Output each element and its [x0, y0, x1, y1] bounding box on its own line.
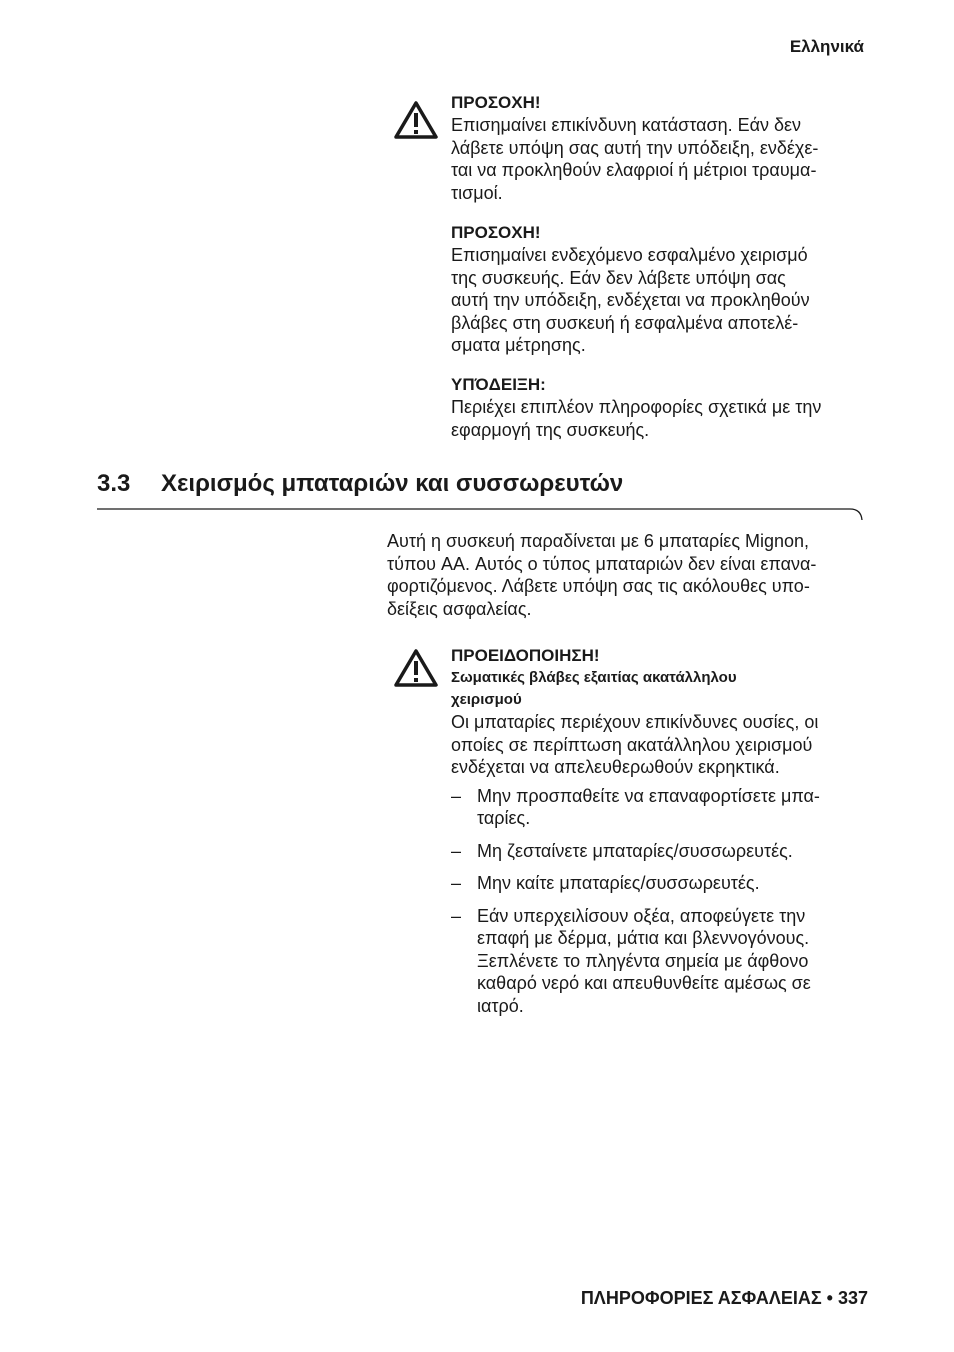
list-item: – Μην καίτε μπαταρίες/συσσωρευτές. [451, 872, 871, 895]
warning-subtitle: Σωματικές βλάβες εξαιτίας ακατάλληλου χειρισμού [451, 669, 737, 708]
list-item: – Μη ζεσταίνετε μπαταρίες/συσσωρευτές. [451, 840, 871, 863]
list-item: – Μην προσπαθείτε να επαναφορτίσετε μπα- ταρίες. [451, 785, 871, 830]
page-footer: ΠΛΗΡΟΦΟΡΙΕΣ ΑΣΦΑΛΕΙΑΣ • 337 [580, 1288, 868, 1308]
caution-label: ΠΡΟΣΟΧΗ! [451, 93, 541, 112]
safety-list [451, 785, 871, 1018]
caution-notice-1 [451, 92, 818, 204]
section-title: Χειρισμός μπαταριών και συσσωρευτών [161, 470, 624, 497]
list-item: – Εάν υπερχειλίσουν οξέα, αποφεύγετε την επαφή με δέρμα, μάτια και βλεννογόνους. Ξεπλένετε το πληγέντα σημεία με άφθονο καθαρό νερό και απευθυνθείτε αμέσως σε ιατρό. [451, 905, 871, 1018]
warning-text: Οι μπαταρίες περιέχουν επικίνδυνες ουσίες, οι οποίες σε περίπτωση ακατάλληλου χειρισμού ενδέχεται να απελευθερωθούν εκρηκτικά. [451, 712, 819, 777]
section-heading [97, 468, 623, 500]
caution-notice-2 [451, 222, 810, 357]
warning-triangle-icon [393, 648, 439, 688]
hint-label: ΥΠΌΔΕΙΞΗ: [451, 375, 546, 394]
section-number: 3.3 [97, 470, 131, 497]
language-label: Ελληνικά [789, 37, 864, 56]
caution-text: Επισημαίνει επικίνδυνη κατάσταση. Εάν δεν λάβετε υπόψη σας αυτή την υπόδειξη, ενδέχε- ται να προκληθούν ελαφριοί ή μέτριοι τραυμα- τισμοί. [451, 115, 819, 203]
caution-label: ΠΡΟΣΟΧΗ! [451, 223, 541, 242]
hint-text: Περιέχει επιπλέον πληροφορίες σχετικά με την εφαρμογή της συσκευής. [451, 397, 822, 440]
caution-text: Επισημαίνει ενδεχόμενο εσφαλμένο χειρισμό της συσκευής. Εάν δεν λάβετε υπόψη σας αυτή την υπόδειξη, ενδέχεται να προκληθούν βλάβες στη συσκευή ή εσφαλμένα αποτελέ- σματα μέτρησης. [451, 245, 810, 355]
warning-label: ΠΡΟΕΙΔΟΠΟΙΗΣΗ! [451, 646, 600, 665]
warning-notice [451, 645, 871, 1027]
hint-notice [451, 374, 821, 441]
section-intro: Αυτή η συσκευή παραδίνεται με 6 μπαταρίες Mignon, τύπου AA. Αυτός ο τύπος μπαταριών δεν είναι επανα- φορτιζόμενος. Λάβετε υπόψη σας τις ακόλουθες υπο- δείξεις ασφαλείας. [387, 531, 817, 619]
warning-triangle-icon [393, 100, 439, 140]
section-divider [97, 508, 863, 532]
